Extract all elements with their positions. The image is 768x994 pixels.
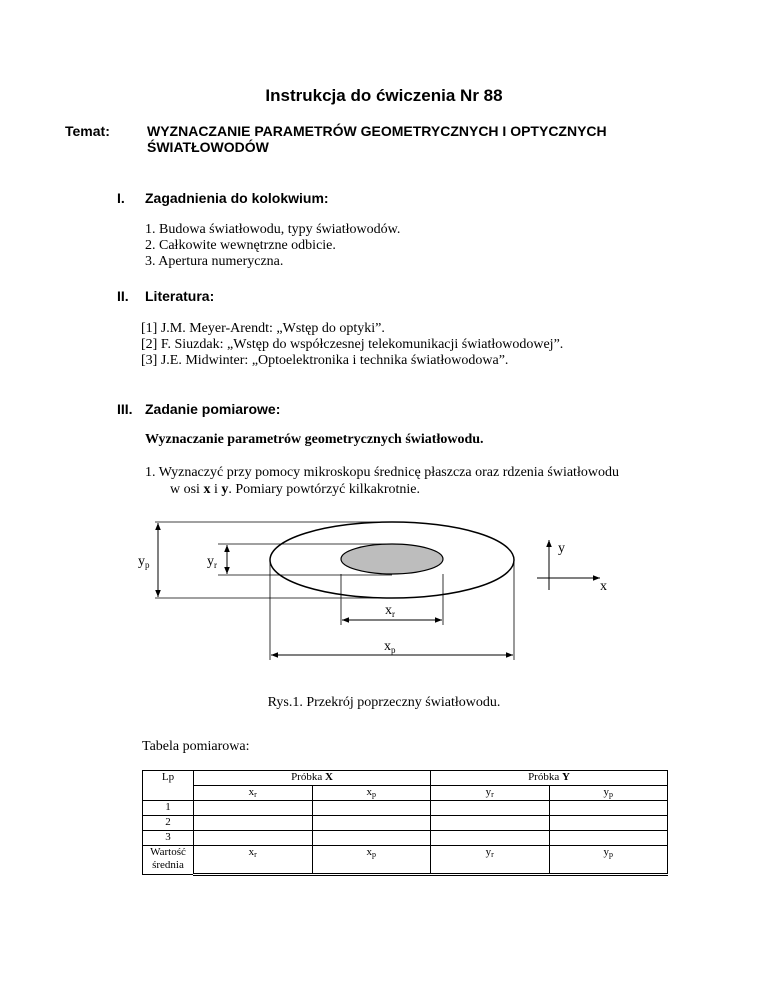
- section-3-title: Zadanie pomiarowe:: [145, 401, 281, 417]
- list-item: 1. Budowa światłowodu, typy światłowodów.: [145, 222, 401, 237]
- core-ellipse: [341, 544, 443, 574]
- row-number: 2: [143, 816, 194, 831]
- table-cell: [549, 831, 668, 846]
- section-2-number: II.: [117, 288, 129, 304]
- table-cell: [431, 831, 550, 846]
- topic-label: Temat:: [65, 123, 110, 139]
- section-1-number: I.: [117, 190, 125, 206]
- reference-item: [3] J.E. Midwinter: „Optoelektronika i technika światłowodowa”.: [141, 353, 509, 368]
- xr-label: $x_r$: [385, 603, 395, 619]
- mean-yp: $y_p$: [549, 846, 668, 875]
- table-row: [143, 831, 668, 846]
- list-item: 3. Apertura numeryczna.: [145, 254, 284, 269]
- table-cell: [194, 801, 313, 816]
- table-cell: [549, 816, 668, 831]
- sample-y-header: Próbka Y: [431, 771, 668, 786]
- y-axis-label: y: [558, 541, 565, 556]
- mean-yr: $y_r$: [431, 846, 550, 875]
- figure-caption: Rys.1. Przekrój poprzeczny światłowodu.: [267, 695, 501, 710]
- mean-xr: $x_r$: [194, 846, 313, 875]
- mean-row: [143, 846, 668, 875]
- table-row: [143, 816, 668, 831]
- topic-text: WYZNACZANIE PARAMETRÓW GEOMETRYCZNYCH I OPTYCZNYCH ŚWIATŁOWODÓW: [147, 123, 607, 155]
- col-xr-header: $x_r$: [194, 786, 313, 801]
- xp-label: $x_p$: [384, 639, 396, 655]
- col-yp-header: $y_p$: [549, 786, 668, 801]
- row-number: 3: [143, 831, 194, 846]
- section-3-number: III.: [117, 401, 133, 417]
- yr-label: $y_r$: [207, 554, 217, 570]
- task-line-1: 1. Wyznaczyć przy pomocy mikroskopu średnicę płaszcza oraz rdzenia światłowodu: [145, 465, 619, 480]
- mean-xp: $x_p$: [312, 846, 431, 875]
- row-number: 1: [143, 801, 194, 816]
- sample-x-header: Próbka X: [194, 771, 431, 786]
- table-cell: [549, 801, 668, 816]
- mean-label: Wartość średnia: [143, 846, 194, 875]
- task-subtitle: Wyznaczanie parametrów geometrycznych światłowodu.: [145, 432, 484, 447]
- table-cell: [312, 816, 431, 831]
- yp-label: $y_p$: [138, 554, 150, 570]
- lp-header: Lp: [143, 771, 194, 801]
- page-title: Instrukcja do ćwiczenia Nr 88: [265, 86, 503, 105]
- list-item: 2. Całkowite wewnętrzne odbicie.: [145, 238, 336, 253]
- task-line-2: w osi x i y. Pomiary powtórzyć kilkakrotnie.: [170, 482, 421, 497]
- measurement-table: [142, 770, 668, 876]
- table-subheader-row: [143, 786, 668, 801]
- table-cell: [431, 816, 550, 831]
- table-caption: Tabela pomiarowa:: [142, 739, 250, 754]
- table-header-row: [143, 771, 668, 786]
- section-1-title: Zagadnienia do kolokwium:: [145, 190, 329, 206]
- col-yr-header: $y_r$: [431, 786, 550, 801]
- reference-item: [2] F. Siuzdak: „Wstęp do współczesnej telekomunikacji światłowodowej”.: [141, 337, 564, 352]
- table-cell: [312, 801, 431, 816]
- table-row: [143, 801, 668, 816]
- col-xp-header: $x_p$: [312, 786, 431, 801]
- table-cell: [431, 801, 550, 816]
- table-cell: [312, 831, 431, 846]
- reference-item: [1] J.M. Meyer-Arendt: „Wstęp do optyki”.: [141, 321, 385, 336]
- table-cell: [194, 831, 313, 846]
- table-cell: [194, 816, 313, 831]
- x-axis-label: x: [600, 579, 607, 594]
- section-2-title: Literatura:: [145, 288, 215, 304]
